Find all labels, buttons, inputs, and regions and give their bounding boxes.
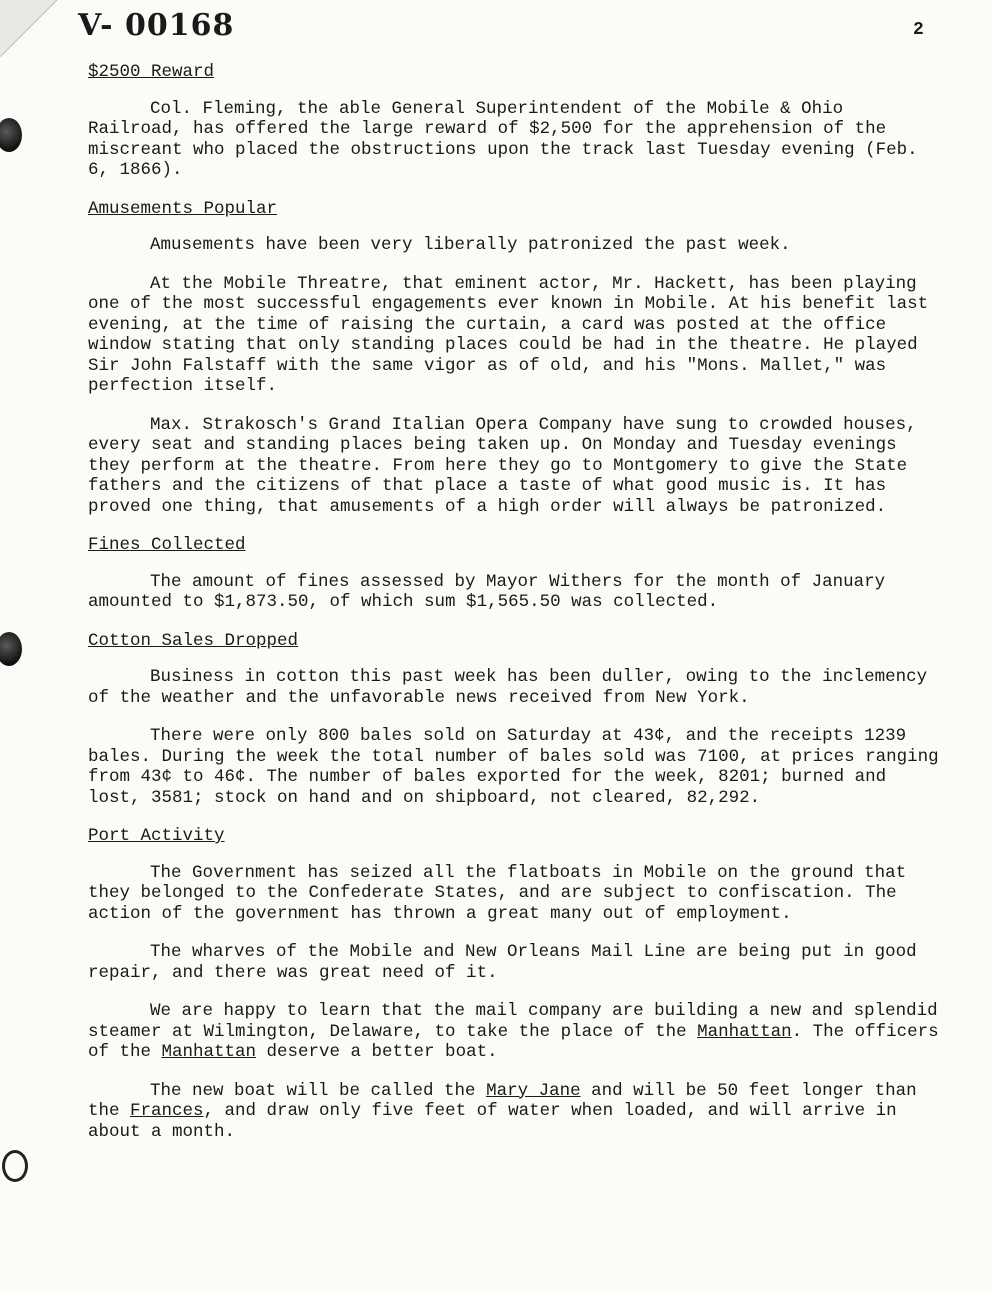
section-heading: Fines Collected xyxy=(88,535,246,555)
paragraph xyxy=(88,1001,948,1063)
text: deserve a better boat. xyxy=(256,1042,498,1062)
section-heading: Port Activity xyxy=(88,826,225,846)
paragraph: Col. Fleming, the able General Superintendent of the Mobile & Ohio Railroad, has offered the large reward of $2,500 for the apprehension of the miscreant who placed the obstructions upon the track last Tuesday evening (Feb. 6, 1866). xyxy=(88,98,918,180)
paragraph: Max. Strakosch's Grand Italian Opera Company have sung to crowded houses, every seat and standing places being taken up. On Monday and Tuesday evenings they perform at the theatre. From here they go to Montgomery to give the State fathers and the citizens of that place a taste of what good music is. It has proved one thing, that amusements of a high order will always be patronized. xyxy=(88,414,917,517)
paragraph: The wharves of the Mobile and New Orleans Mail Line are being put in good repair, and there was great need of it. xyxy=(88,942,917,983)
folded-corner xyxy=(0,0,57,57)
text: The new boat will be called the xyxy=(150,1080,487,1101)
document-code: V- 00168 xyxy=(78,8,235,43)
paragraph xyxy=(88,1081,948,1143)
ship-name: Mary Jane xyxy=(486,1080,581,1101)
punch-hole-icon xyxy=(2,1150,28,1182)
ship-name: Frances xyxy=(130,1101,204,1121)
text: We are happy to learn that the mail company are building a new and splendid steamer at Wilmington, Delaware, to take the place of the xyxy=(88,1001,938,1042)
page-number: 2 xyxy=(913,20,924,40)
document-body xyxy=(88,62,948,1142)
punch-hole-icon xyxy=(0,632,22,666)
section-heading: Amusements Popular xyxy=(88,198,278,219)
punch-hole-icon xyxy=(0,118,22,152)
ship-name: Manhattan xyxy=(161,1042,257,1062)
text: and will be 50 feet longer than the xyxy=(88,1080,917,1121)
paragraph: At the Mobile Threatre, that eminent actor, Mr. Hackett, has been playing one of the most successful engagements ever known in Mobile. At his benefit last evening, at the time of raising the curtain, a card was posted at the office window stating that only standing places could be had in the theatre. He played Sir John Falstaff with the same vigor as of old, and his "Mons. Mallet," was perfection itself. xyxy=(88,273,929,396)
paragraph: There were only 800 bales sold on Saturday at 43¢, and the receipts 1239 bales. During the week the total number of bales sold was 7100, at prices ranging from 43¢ to 46¢. The number of bales exported for the week, 8201; burned and lost, 3581; stock on hand and on shipboard, not cleared, 82,292. xyxy=(88,726,939,808)
paragraph: Amusements have been very liberally patronized the past week. xyxy=(150,235,791,255)
paragraph: The Government has seized all the flatboats in Mobile on the ground that they belonged to the Confederate States, and are subject to confiscation. The action of the government has thrown a great many out of employment. xyxy=(88,862,907,924)
section-heading: Cotton Sales Dropped xyxy=(88,630,299,651)
text: , and draw only five feet of water when loaded, and will arrive in about a month. xyxy=(88,1101,897,1142)
paragraph: The amount of fines assessed by Mayor Withers for the month of January amounted to $1,873.50, of which sum $1,565.50 was collected. xyxy=(88,571,886,612)
paragraph: Business in cotton this past week has been duller, owing to the inclemency of the weather and the unfavorable news received from New York. xyxy=(88,667,928,708)
text: . The officers of the xyxy=(88,1021,939,1062)
ship-name: Manhattan xyxy=(697,1021,792,1042)
section-heading: $2500 Reward xyxy=(88,62,215,82)
